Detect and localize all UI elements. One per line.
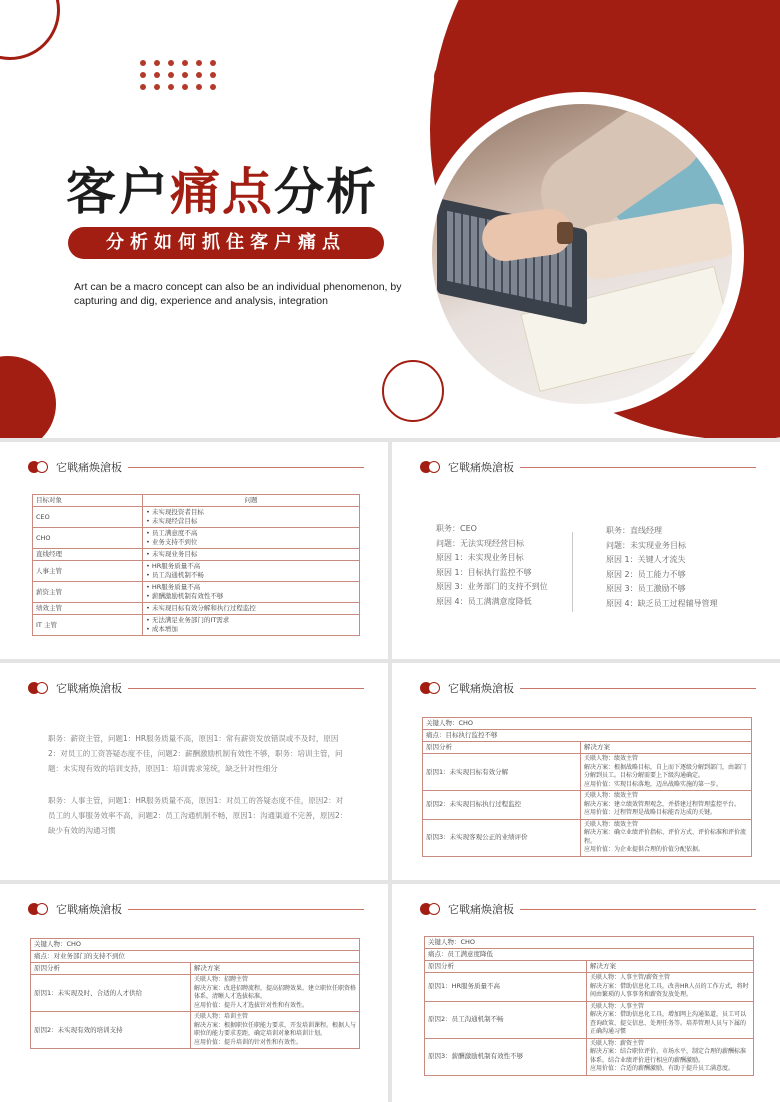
slide-targets-problems[interactable]	[0, 442, 388, 659]
slide-target-monitoring[interactable]	[392, 663, 780, 880]
table-row: 原因1：未实现目标有效分解 关联人物：绩效主管 解决方案：根据战略目标，自上而下逐级分解到部门，由部门分解到员工。目标分解需要上下级沟通确定。 应用价值：实现目标落地，迈出战略实施的第一步。	[423, 754, 752, 791]
slide-header: 它戦痛焕滄板	[420, 681, 756, 695]
table-row: 人事主管 • HR服务质量不高 • 员工沟通机制不畅	[33, 561, 360, 582]
cover-subtitle: 分析如何抓住客户痛点	[68, 227, 384, 259]
table-row: 原因1：HR服务质量不高 关联人物：人事主管/薪资主管 解决方案：借助信息化工具，改善HR人员的工作方式，将时间由繁琐的人事事务和薪资发放处理。	[425, 973, 754, 1002]
slide-header: 它戦痛焕滄板	[28, 681, 364, 695]
slide-header: 它戦痛焕滄板	[28, 460, 364, 474]
decor-dot	[434, 62, 464, 92]
solution-table: 关键人物：CHO 痛点：目标执行监控不够 原因分析 解决方案 原因1：未实现目标有效分解 关联人物：绩效主管 解决方案：根据战略目标，自上而下逐级分解到部门，由部门分解到员工。目标分解需要上下级沟通确定。 应用价值：实现目标落地，迈出战略实施的第一步。 原因2：未实现目标执行过程监控 关联人物：绩效主管 解决方案：建立绩效管理观念，并搭建过程管理监控平台。 应用价值：过程管理是战略目标能否达成的关键。 原因3：未实现客观公正的业绩评价 关联人物：绩效主管 解决方案：确立业绩评价指标、评价方式、评价标准和评价流程。 应用价值：为企业提供合理的价值分配依据。	[422, 717, 752, 857]
decor-ring	[466, 26, 526, 86]
cover-title: 客户痛点分析	[66, 162, 378, 221]
table-row: 原因2：员工沟通机制不畅 关联人物：人事主管 解决方案：借助信息化工具，增加网上沟通渠道，员工可以查询政策、提交信息、处理任务等。培养管理人员与下属的正确沟通习惯	[425, 1001, 754, 1038]
decor-half-circle	[0, 356, 56, 438]
cover-description: Art can be a macro concept can also be an individual phenomenon, by capturing and dig, experience and analysis, integration	[74, 281, 402, 307]
solution-table: 关键人物：CHO 痛点：员工满意度降低 原因分析 解决方案 原因1：HR服务质量不高 关联人物：人事主管/薪资主管 解决方案：借助信息化工具，改善HR人员的工作方式，将时间由繁琐的人事事务和薪资发放处理。 原因2：员工沟通机制不畅 关联人物：人事主管 解决方案：借助信息化工具，增加网上沟通渠道，员工可以查询政策、提交信息、处理任务等。培养管理人员与下属的正确沟通习惯 原因3：薪酬激励机制有效性不够 关联人物：薪资主管 解决方案：结合职位评价、市场水平，制定合理的薪酬标准体系。结合业绩评价进行相应的薪酬激励。 应用价值：合适的薪酬激励，有助于提升员工满意度。	[424, 936, 754, 1076]
manager-column: 职务：直线经理 问题：未实现业务目标 原因 1：关键人才流失 原因 2：员工能力不够 原因 3：员工激励不够 原因 4：缺乏员工过程辅导管理	[606, 526, 718, 608]
cover-slide[interactable]	[0, 0, 780, 438]
table-row: 原因3：薪酬激励机制有效性不够 关联人物：薪资主管 解决方案：结合职位评价、市场水平，制定合理的薪酬标准体系。结合业绩评价进行相应的薪酬激励。 应用价值：合适的薪酬激励，有助于提升员工满意度。	[425, 1038, 754, 1075]
solution-table: 关键人物：CHO 痛点：对业务部门的支持不到位 原因分析 解决方案 原因1：未实现及时、合适的人才供给 关联人物：招聘主管 解决方案：改进招聘流程，提高招聘效果。建立职位任职资格体系，清晰人才选拔标准。 应用价值：提升人才选拔针对性和有效性。 原因2：未实现有效的培训支持 关联人物：培训主管 解决方案：根据职位任职能力要求，开发培训课程。根据人与职位的能力要求差距，确定培训对象和培训计划。 应用价值：提升培训的针对性和有效性。	[30, 938, 360, 1049]
title-accent: 痛点	[170, 162, 274, 221]
decor-ring-topleft	[0, 0, 60, 60]
table-row: IT 主管 • 无法满足业务部门的IT需求 • 成本增加	[33, 615, 360, 636]
table-row: CEO • 未实现投资者目标 • 未实现经营目标	[33, 507, 360, 528]
table-row: 绩效主管 • 未实现目标有效分解和执行过程监控	[33, 603, 360, 615]
cover-photo	[432, 104, 732, 404]
slide-employee-satisfaction[interactable]	[392, 884, 780, 1102]
slide-header: 它戦痛焕滄板	[420, 460, 756, 474]
table-row: 原因3：未实现客观公正的业绩评价 关联人物：绩效主管 解决方案：确立业绩评价指标、评价方式、评价标准和评价流程。 应用价值：为企业提供合理的价值分配依据。	[423, 819, 752, 856]
table-row: 原因2：未实现有效的培训支持 关联人物：培训主管 解决方案：根据职位任职能力要求，开发培训课程。根据人与职位的能力要求差距，确定培训对象和培训计划。 应用价值：提升培训的针对性和有效性。	[31, 1012, 360, 1049]
paragraph-salary-training: 职务：薪资主管，问题1：HR服务质量不高，原因1：常有薪资发放错误或不及时，原因2：对员工的工资答疑态度不佳，问题2：薪酬激励机制有效性不够，职务：培训主管，问题：未实现有效的培训支持，原因1：培训需求笼统，缺乏针对性细分	[48, 734, 343, 773]
table-row: 原因1：未实现及时、合适的人才供给 关联人物：招聘主管 解决方案：改进招聘流程，提高招聘效果。建立职位任职资格体系，清晰人才选拔标准。 应用价值：提升人才选拔针对性和有效性。	[31, 975, 360, 1012]
slide-hr-paragraphs[interactable]	[0, 663, 388, 880]
slide-header: 它戦痛焕滄板	[28, 902, 364, 916]
decor-ring-bottom	[382, 360, 444, 422]
targets-table: 目标对象 问题 CEO • 未实现投资者目标 • 未实现经营目标 CHO • 员工满意度不高 • 业务支持不到位 直线经理 • 未实现业务目标 人事主管 • HR服务质量不高 • 员工沟通机制不畅 薪资主管 • HR服务质量不高 • 薪酬激励机制有效性不够 绩效主管 • 未实现目标有效分解和执行过程监控 IT 主管 • 无法满足业务部门的IT需求 • 成本增加	[32, 494, 360, 636]
table-row: 直线经理 • 未实现业务目标	[33, 549, 360, 561]
slide-business-support[interactable]	[0, 884, 388, 1102]
decor-dot-grid	[138, 58, 220, 92]
slide-header: 它戦痛焕滄板	[420, 902, 756, 916]
slide-ceo-manager[interactable]	[392, 442, 780, 659]
table-row: CHO • 员工满意度不高 • 业务支持不到位	[33, 528, 360, 549]
column-divider	[572, 532, 573, 612]
ceo-column: 职务：CEO 问题：无法实现经营目标 原因 1：未实现业务目标 原因 1：目标执行监控不够 原因 3：业务部门的支持不到位 原因 4：员工满满意度降低	[436, 524, 548, 606]
paragraph-personnel: 职务：人事主管，问题1：HR服务质量不高，原因1：对员工的答疑态度不佳，原因2：对员工的人事服务效率不高，问题2：员工沟通机制不畅，原因1：沟通渠道不完善，原因2：缺少有效的沟通习惯	[48, 796, 348, 835]
table-row: 原因2：未实现目标执行过程监控 关联人物：绩效主管 解决方案：建立绩效管理观念，并搭建过程管理监控平台。 应用价值：过程管理是战略目标能否达成的关键。	[423, 791, 752, 820]
table-row: 薪资主管 • HR服务质量不高 • 薪酬激励机制有效性不够	[33, 582, 360, 603]
